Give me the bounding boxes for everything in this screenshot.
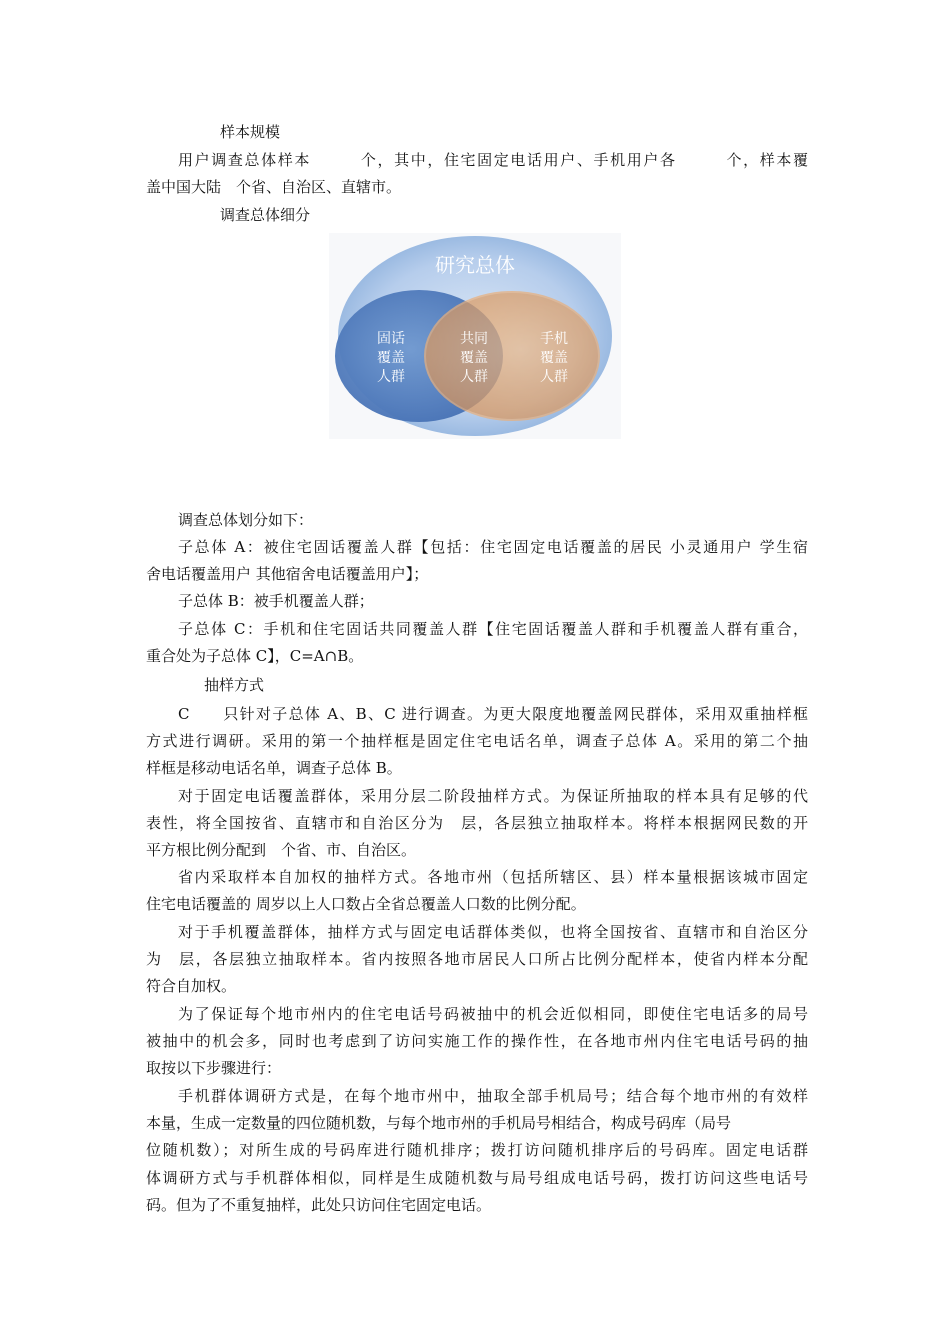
sampling-heading: 抽样方式 xyxy=(204,676,265,694)
sampling-line: 对于手机覆盖群体，抽样方式与固定电话群体类似，也将全国按省、直辖市和自治区分 xyxy=(178,923,808,941)
venn-left-label-1: 固话 xyxy=(377,331,405,347)
venn-right-label-2: 覆盖 xyxy=(540,350,568,366)
venn-right-label-1: 手机 xyxy=(540,331,568,347)
sampling-line: 样框是移动电话名单，调查子总体 B。 xyxy=(146,759,402,777)
venn-middle-label-3: 人群 xyxy=(460,369,488,385)
sampling-line: 取按以下步骤进行： xyxy=(146,1059,282,1077)
venn-diagram xyxy=(329,233,621,439)
venn-middle-label-1: 共同 xyxy=(460,331,488,347)
sampling-line: 表性，将全国按省、直辖市和自治区分为 层，各层独立抽取样本。将样本根据网民数的开 xyxy=(146,814,808,832)
sampling-line: 方式进行调研。采用的第一个抽样框是固定住宅电话名单，调查子总体 A。采用的第二个抽 xyxy=(146,732,808,750)
venn-right-ellipse xyxy=(425,292,599,420)
sampling-line: 本量，生成一定数量的四位随机数，与每个地市州的手机局号相结合，构成号码库（局号 xyxy=(146,1114,732,1132)
sampling-line: 省内采取样本自加权的抽样方式。各地市州（包括所辖区、县）样本量根据该城市固定 xyxy=(178,868,808,886)
population-intro: 调查总体划分如下： xyxy=(178,511,314,529)
sampling-line: 平方根比例分配到 个省、市、自治区。 xyxy=(146,841,417,859)
venn-svg xyxy=(329,233,621,439)
sampling-line: 被抽中的机会多，同时也考虑到了访问实施工作的操作性，在各地市州内住宅电话号码的抽 xyxy=(146,1032,808,1050)
sampling-line: 位随机数）；对所生成的号码库进行随机排序；拨打访问随机排序后的号码库。固定电话群 xyxy=(146,1141,808,1159)
sampling-line: 住宅电话覆盖的 周岁以上人口数占全省总覆盖人口数的比例分配。 xyxy=(146,895,586,913)
subpop-a-line-2: 舍电话覆盖用户 其他宿舍电话覆盖用户】； xyxy=(146,565,429,583)
sampling-line: 为 层，各层独立抽取样本。省内按照各地市居民人口所占比例分配样本，使省内样本分配 xyxy=(146,950,808,968)
sampling-line: 为了保证每个地市州内的住宅电话号码被抽中的机会近似相同，即使住宅电话多的局号 xyxy=(178,1005,808,1023)
sampling-line: 符合自加权。 xyxy=(146,977,237,995)
population-heading: 调查总体细分 xyxy=(220,206,311,224)
sampling-line: 对于固定电话覆盖群体，采用分层二阶段抽样方式。为保证所抽取的样本具有足够的代 xyxy=(178,787,808,805)
subpop-b-line: 子总体 B：被手机覆盖人群； xyxy=(178,592,374,610)
sample-size-paragraph-line-2: 盖中国大陆 个省、自治区、直辖市。 xyxy=(146,178,402,196)
sampling-line: C 只针对子总体 A、B、C 进行调查。为更大限度地覆盖网民群体，采用双重抽样框 xyxy=(178,705,808,723)
subpop-a-line-1: 子总体 A：被住宅固话覆盖人群【包括：住宅固定电话覆盖的居民 小灵通用户 学生宿 xyxy=(178,538,808,556)
venn-left-label-3: 人群 xyxy=(377,369,405,385)
venn-left-label-2: 覆盖 xyxy=(377,350,405,366)
sample-size-paragraph-line-1: 用户调查总体样本 个，其中，住宅固定电话用户、手机用户各 个，样本覆 xyxy=(178,151,808,169)
sampling-line: 码。但为了不重复抽样，此处只访问住宅固定电话。 xyxy=(146,1196,492,1214)
sampling-line: 体调研方式与手机群体相似，同样是生成随机数与局号组成电话号码，拨打访问这些电话号 xyxy=(146,1169,808,1187)
subpop-c-line-2: 重合处为子总体 C】，C=A∩B。 xyxy=(146,647,364,665)
venn-title: 研究总体 xyxy=(435,253,515,277)
venn-right-label-3: 人群 xyxy=(540,369,568,385)
venn-middle-label-2: 覆盖 xyxy=(460,350,488,366)
subpop-c-line-1: 子总体 C：手机和住宅固话共同覆盖人群【住宅固话覆盖人群和手机覆盖人群有重合， xyxy=(178,620,808,638)
sample-size-heading: 样本规模 xyxy=(220,123,281,141)
sampling-line: 手机群体调研方式是，在每个地市州中，抽取全部手机局号；结合每个地市州的有效样 xyxy=(178,1087,808,1105)
